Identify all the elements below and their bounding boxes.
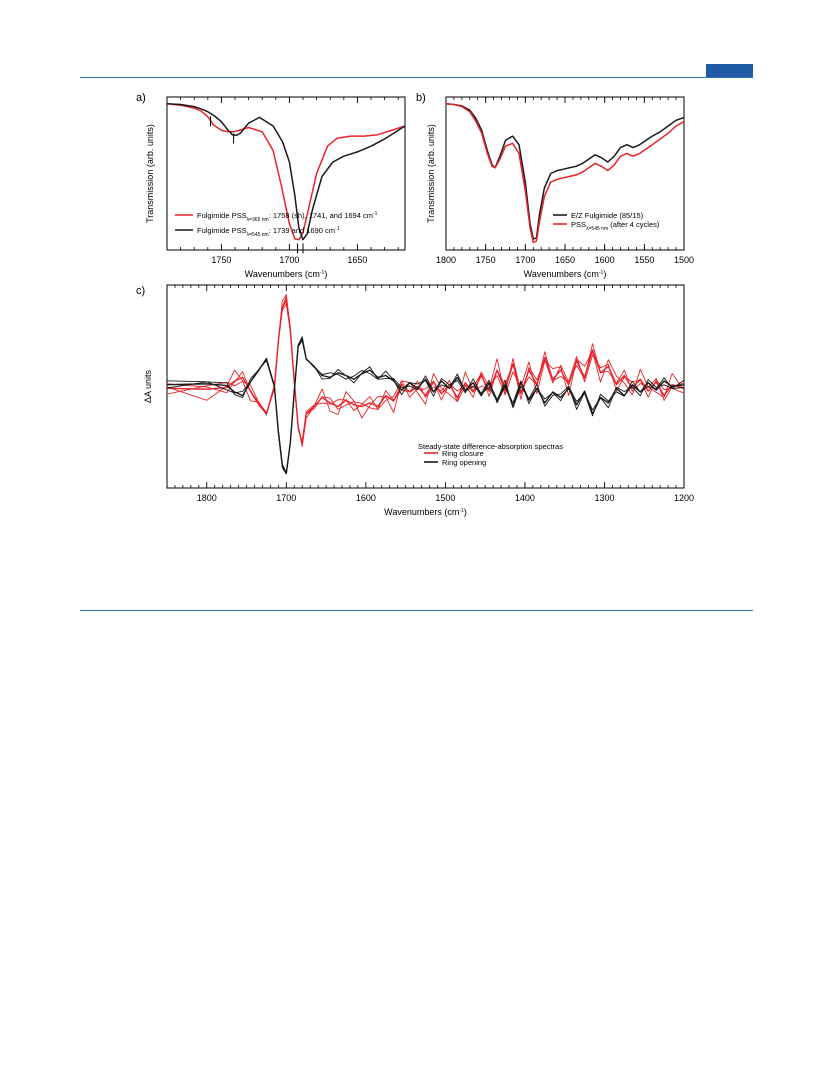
chart-panel-b <box>416 92 694 279</box>
legend-entry <box>442 458 486 467</box>
x-tick-label: 1700 <box>515 255 536 265</box>
x-tick-label: 1600 <box>355 493 376 503</box>
x-tick-label: 1750 <box>211 255 232 265</box>
label-part: : 1758 (sh), 1741, and 1694 cm <box>268 211 373 220</box>
x-tick-label: 1500 <box>435 493 456 503</box>
label-part: -1 <box>598 270 604 276</box>
x-tick-label: 1700 <box>276 493 297 503</box>
chart-panel-a <box>136 92 405 279</box>
y-axis-label: Transmission (arb. units) <box>426 124 436 223</box>
label-part: : 1739 and 1690 cm <box>268 226 336 235</box>
x-tick-label: 1650 <box>347 255 368 265</box>
x-tick-label: 1400 <box>514 493 535 503</box>
label-part: Fulgimide PSS <box>197 211 247 220</box>
label-part: Fulgimide PSS <box>197 226 247 235</box>
x-axis-label <box>524 269 607 279</box>
panel-label: b) <box>416 92 426 104</box>
label-part: ) <box>463 507 467 517</box>
x-tick-label: 1550 <box>634 255 655 265</box>
series-line-ring-closure <box>167 304 684 443</box>
panel-label: a) <box>136 92 146 104</box>
x-tick-label: 1200 <box>673 493 695 503</box>
legend-entry <box>197 211 378 223</box>
y-axis-label: Transmission (arb. units) <box>145 124 155 223</box>
x-axis-label <box>245 269 328 279</box>
label-part: (after 4 cycles) <box>608 220 660 229</box>
legend-entry <box>571 211 644 220</box>
label-part: λ=365 nm <box>246 217 269 223</box>
label-part: λ=545 nm <box>586 226 609 232</box>
label-part: -1 <box>335 226 340 232</box>
label-part: Ring opening <box>442 458 487 467</box>
series-line-ring-closure <box>167 295 684 447</box>
x-tick-label: 1800 <box>196 493 217 503</box>
series-line-0 <box>446 104 684 239</box>
label-part: Wavenumbers (cm <box>523 269 599 279</box>
chart-panel-c <box>136 285 694 517</box>
label-part: ) <box>324 269 328 279</box>
x-tick-label: 1500 <box>673 255 695 265</box>
panel-label: c) <box>136 285 146 297</box>
legend-entry <box>571 220 660 232</box>
x-axis-label <box>384 507 467 517</box>
x-tick-label: 1300 <box>594 493 615 503</box>
label-part: Ring closure <box>442 449 484 458</box>
legend-title: Steady-state difference-absorption spectras <box>418 442 563 451</box>
label-part: ) <box>603 269 607 279</box>
label-part: -1 <box>459 508 464 514</box>
label-part: -1 <box>319 270 325 276</box>
legend-entry <box>442 449 484 458</box>
x-tick-label: 1600 <box>594 255 615 265</box>
y-axis-label: ΔA units <box>143 369 153 404</box>
label-part: Wavenumbers (cm <box>384 507 460 517</box>
x-tick-label: 1800 <box>435 255 457 265</box>
label-part: E/Z Fulgimide (85/15) <box>571 211 644 220</box>
legend-entry <box>197 226 340 238</box>
label-part: Wavenumbers (cm <box>244 269 320 279</box>
series-line-ring-closure <box>167 296 684 443</box>
label-part: -1 <box>372 211 378 217</box>
label-part: λ=545 nm <box>246 232 269 238</box>
x-tick-label: 1650 <box>554 255 576 265</box>
x-tick-label: 1700 <box>279 255 300 265</box>
x-tick-label: 1750 <box>475 255 496 265</box>
label-part: PSS <box>571 220 587 229</box>
